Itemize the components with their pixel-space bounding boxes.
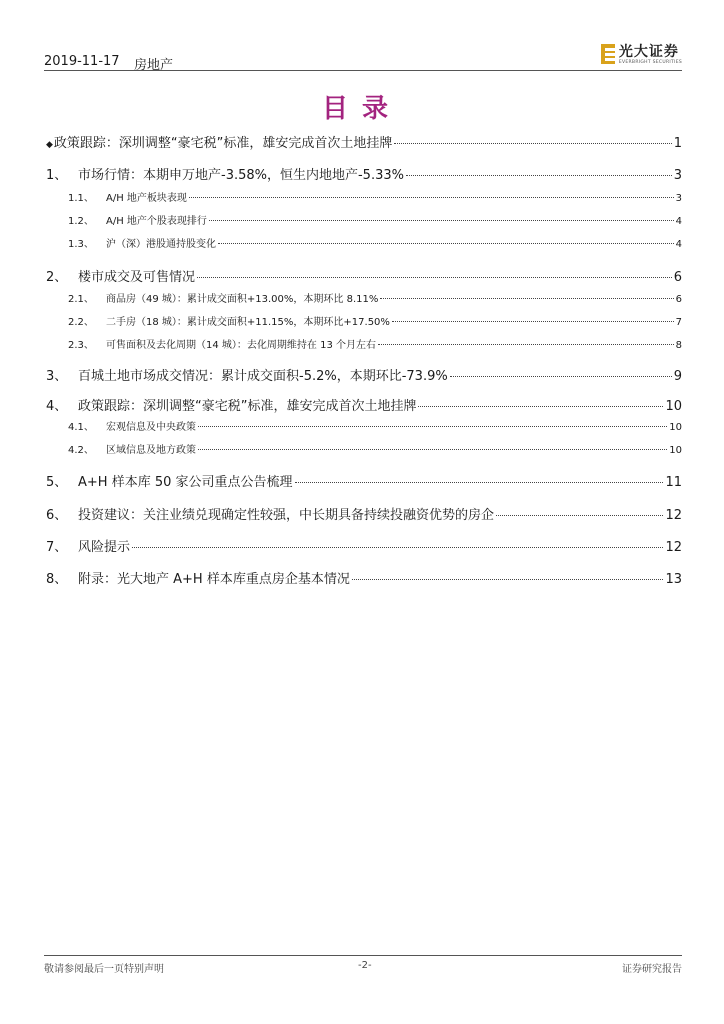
toc-entry-page: 6 [673, 270, 682, 285]
toc-entry-text: 政策跟踪：深圳调整“豪宅税”标准，雄安完成首次土地挂牌 [53, 136, 393, 151]
toc-dot-leader [209, 220, 674, 221]
toc-entry[interactable] [46, 336, 682, 351]
toc-entry-text: A/H 地产板块表现 [106, 193, 187, 204]
toc-dot-leader [418, 406, 663, 407]
toc-entry-number: 4.2、 [68, 445, 94, 456]
toc-entry-number: 7、 [46, 540, 68, 555]
toc-dot-leader [406, 175, 672, 176]
toc-entry-text: 二手房（18 城）：累计成交面积+11.15%，本期环比+17.50% [106, 317, 390, 328]
header-divider [44, 70, 682, 71]
page-header [44, 44, 682, 73]
toc-entry-number: 2.1、 [68, 294, 94, 305]
footer-divider [44, 955, 682, 956]
toc-entry-page: 10 [665, 399, 682, 414]
toc-dot-leader [450, 376, 672, 377]
toc-entry-text: 风险提示 [78, 540, 131, 555]
toc-entry-page: 4 [675, 216, 682, 227]
toc-entry-number: 3、 [46, 369, 68, 384]
toc-entry[interactable] [46, 418, 682, 433]
toc-entry-page: 1 [673, 136, 682, 151]
toc-entry[interactable] [46, 441, 682, 456]
toc-dot-leader [295, 482, 664, 483]
logo-cn-text: 光大证券 [618, 44, 679, 60]
toc-entry-text: 百城土地市场成交情况：累计成交面积-5.2%，本期环比-73.9% [78, 369, 448, 384]
toc-entry[interactable] [46, 164, 682, 183]
toc-entry[interactable] [46, 536, 682, 555]
toc-dot-leader [198, 449, 667, 450]
footer-report-type: 证券研究报告 [622, 964, 682, 975]
toc-dot-leader [496, 515, 663, 516]
toc-entry-text: 附录：光大地产 A+H 样本库重点房企基本情况 [78, 572, 350, 587]
toc-entry[interactable] [46, 313, 682, 328]
toc-entry-text: 宏观信息及中央政策 [106, 422, 196, 433]
toc-entry-number: 1、 [46, 168, 68, 183]
toc-entry-page: 6 [675, 294, 682, 305]
everbright-logo [601, 44, 682, 68]
page-number: -2- [358, 960, 372, 971]
toc-entry-number: 4、 [46, 399, 68, 414]
toc-entry-number: 1.2、 [68, 216, 94, 227]
toc-dot-leader [218, 243, 674, 244]
toc-entry-page: 12 [665, 540, 682, 555]
toc-entry-page: 9 [673, 369, 682, 384]
toc-entry-number: 1.3、 [68, 239, 94, 250]
toc-entry-number: 4.1、 [68, 422, 94, 433]
toc-entry-page: 13 [665, 572, 682, 587]
toc-dot-leader [380, 298, 673, 299]
everbright-logo-icon [601, 44, 615, 64]
toc-entry-text: 沪（深）港股通持股变化 [106, 239, 216, 250]
toc-entry-text: 楼市成交及可售情况 [78, 270, 196, 285]
toc-entry-page: 10 [669, 422, 682, 433]
toc-dot-leader [189, 197, 674, 198]
toc-entry[interactable] [46, 365, 682, 384]
toc-entry-page: 10 [669, 445, 682, 456]
toc-entry-page: 8 [675, 340, 682, 351]
toc-dot-leader [198, 426, 667, 427]
toc-entry[interactable] [46, 266, 682, 285]
toc-entry[interactable] [46, 395, 682, 414]
toc-dot-leader [132, 547, 663, 548]
toc-entry[interactable] [46, 568, 682, 587]
toc-entry-page: 3 [675, 193, 682, 204]
toc-entry[interactable] [46, 504, 682, 523]
toc-entry[interactable] [46, 212, 682, 227]
footer-disclaimer: 敬请参阅最后一页特别声明 [44, 964, 164, 975]
toc-entry-number: 2、 [46, 270, 68, 285]
toc-entry-page: 12 [665, 508, 682, 523]
toc-entry-text: 区域信息及地方政策 [106, 445, 196, 456]
toc-dot-leader [378, 344, 674, 345]
toc-entry-text: 商品房（49 城）：累计成交面积+13.00%，本期环比 8.11% [106, 294, 379, 305]
toc-entry-text: A/H 地产个股表现排行 [106, 216, 207, 227]
toc-entry[interactable] [46, 471, 682, 490]
toc-entry[interactable] [46, 290, 682, 305]
toc-entry-number: 6、 [46, 508, 68, 523]
toc-dot-leader [392, 321, 674, 322]
diamond-bullet-icon: ◆ [46, 140, 53, 150]
toc-entry-text: 可售面积及去化周期（14 城）：去化周期维持在 13 个月左右 [106, 340, 376, 351]
toc-entry-text: 投资建议：关注业绩兑现确定性较强，中长期具备持续投融资优势的房企 [78, 508, 495, 523]
toc-entry-page: 7 [675, 317, 682, 328]
report-category: 房地产 [134, 58, 174, 73]
toc-entry-text: A+H 样本库 50 家公司重点公告梳理 [78, 475, 293, 490]
toc-entry-number: 8、 [46, 572, 68, 587]
toc-entry-page: 11 [665, 475, 682, 490]
toc-title: 目录 [321, 94, 402, 124]
toc-entry-text: 市场行情：本期申万地产-3.58%，恒生内地地产-5.33% [78, 168, 404, 183]
toc-entry-number: 5、 [46, 475, 68, 490]
toc-entry[interactable] [46, 235, 682, 250]
toc-entry-page: 3 [673, 168, 682, 183]
toc-dot-leader [352, 579, 664, 580]
toc-dot-leader [197, 277, 672, 278]
logo-en-text: EVERBRIGHT SECURITIES [618, 60, 682, 65]
toc-entry-page: 4 [675, 239, 682, 250]
toc-entry-text: 政策跟踪：深圳调整“豪宅税”标准，雄安完成首次土地挂牌 [78, 399, 417, 414]
report-date: 2019-11-17 [44, 54, 120, 69]
toc-entry[interactable] [46, 132, 682, 151]
toc-entry[interactable] [46, 189, 682, 204]
toc-dot-leader [394, 143, 671, 144]
toc-entry-number: 2.3、 [68, 340, 94, 351]
toc-entry-number: 2.2、 [68, 317, 94, 328]
toc-entry-number: 1.1、 [68, 193, 94, 204]
